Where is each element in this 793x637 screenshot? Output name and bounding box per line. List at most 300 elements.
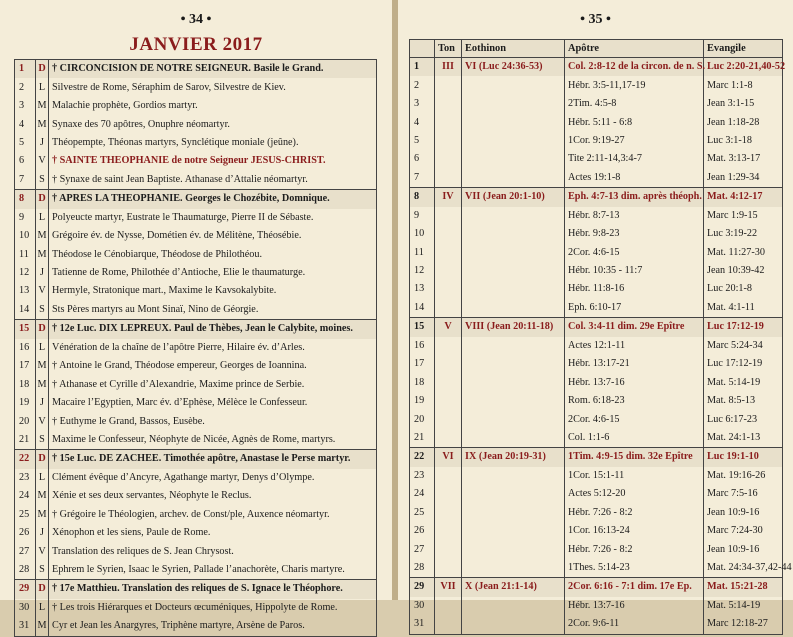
day-number: 9 (410, 207, 435, 225)
weekday-letter: S (36, 171, 49, 190)
readings-row (410, 522, 783, 540)
eothinon-cell (462, 76, 565, 94)
evangile-cell: Luc 17:12-19 (704, 318, 783, 337)
header-evangile: Evangile (704, 40, 783, 58)
apotre-cell: 1Tim. 4:9-15 dim. 32e Epître (565, 448, 704, 467)
apotre-cell: Eph. 6:10-17 (565, 299, 704, 318)
ton-cell (435, 429, 462, 448)
ton-cell (435, 76, 462, 94)
saints-text: † 17e Matthieu. Translation des reliques de S. Ignace le Théophore. (49, 580, 377, 599)
day-number: 22 (410, 448, 435, 467)
calendar-row (15, 320, 377, 339)
weekday-letter: M (36, 227, 49, 245)
readings-row (410, 113, 783, 131)
readings-row (410, 262, 783, 280)
ton-cell (435, 299, 462, 318)
calendar-row (15, 524, 377, 542)
ton-cell: VII (435, 578, 462, 597)
calendar-row (15, 580, 377, 599)
evangile-cell: Mat. 15:21-28 (704, 578, 783, 597)
weekday-letter: M (36, 245, 49, 263)
weekday-letter: L (36, 339, 49, 357)
ton-cell (435, 597, 462, 615)
day-number: 12 (410, 262, 435, 280)
day-number: 10 (15, 227, 36, 245)
weekday-letter: J (36, 524, 49, 542)
header-apotre: Apôtre (565, 40, 704, 58)
left-page-number: • 34 • (180, 12, 212, 27)
calendar-row (15, 394, 377, 412)
weekday-letter: M (36, 506, 49, 524)
weekday-letter: M (36, 115, 49, 133)
readings-row (410, 132, 783, 150)
evangile-cell: Mat. 4:1-11 (704, 299, 783, 318)
apotre-cell: Hébr. 11:8-16 (565, 280, 704, 298)
saints-text: Malachie prophète, Gordios martyr. (49, 97, 377, 115)
apotre-cell: Col. 2:8-12 de la circon. de n. S. (565, 58, 704, 77)
weekday-letter: M (36, 357, 49, 375)
readings-row (410, 410, 783, 428)
apotre-cell: Actes 5:12-20 (565, 485, 704, 503)
ton-cell (435, 113, 462, 131)
day-number: 11 (410, 243, 435, 261)
evangile-cell: Jean 1:29-34 (704, 169, 783, 188)
evangile-cell: Marc 7:5-16 (704, 485, 783, 503)
evangile-cell: Marc 7:24-30 (704, 522, 783, 540)
day-number: 2 (410, 76, 435, 94)
weekday-letter: J (36, 264, 49, 282)
day-number: 15 (410, 318, 435, 337)
calendar-row (15, 78, 377, 96)
saints-text: † APRES LA THEOPHANIE. Georges le Chozébite, Domnique. (49, 190, 377, 209)
month-title: JANVIER 2017 (129, 34, 263, 55)
calendar-row (15, 450, 377, 469)
readings-row (410, 355, 783, 373)
day-number: 9 (15, 209, 36, 227)
day-number: 17 (410, 355, 435, 373)
weekday-letter: J (36, 394, 49, 412)
day-number: 31 (15, 617, 36, 636)
apotre-cell: Hébr. 13:7-16 (565, 597, 704, 615)
right-page (398, 0, 793, 630)
eothinon-cell: VI (Luc 24:36-53) (462, 58, 565, 77)
ton-cell: V (435, 318, 462, 337)
calendar-row (15, 282, 377, 300)
calendar-row (15, 190, 377, 209)
calendar-row (15, 412, 377, 430)
day-number: 5 (410, 132, 435, 150)
day-number: 26 (410, 522, 435, 540)
day-number: 18 (410, 373, 435, 391)
apotre-cell: Hébr. 13:17-21 (565, 355, 704, 373)
saints-text: Ephrem le Syrien, Isaac le Syrien, Pallade l’anachorète, Charis martyre. (49, 561, 377, 580)
saints-text: Polyeucte martyr, Eustrate le Thaumaturge, Pierre II de Sébaste. (49, 209, 377, 227)
ton-cell (435, 522, 462, 540)
readings-row (410, 280, 783, 298)
day-number: 10 (410, 225, 435, 243)
weekday-letter: S (36, 301, 49, 320)
readings-row (410, 578, 783, 597)
apotre-cell: Hébr. 8:7-13 (565, 207, 704, 225)
saints-text: † SAINTE THEOPHANIE de notre Seigneur JESUS-CHRIST. (49, 152, 377, 170)
readings-row (410, 373, 783, 391)
calendar-row (15, 97, 377, 115)
day-number: 13 (15, 282, 36, 300)
day-number: 22 (15, 450, 36, 469)
apotre-cell: 2Cor. 4:6-15 (565, 410, 704, 428)
day-number: 3 (410, 95, 435, 113)
eothinon-cell (462, 225, 565, 243)
apotre-cell: Actes 19:1-8 (565, 169, 704, 188)
ton-cell (435, 262, 462, 280)
eothinon-cell: IX (Jean 20:19-31) (462, 448, 565, 467)
day-number: 17 (15, 357, 36, 375)
calendar-row (15, 264, 377, 282)
ton-cell (435, 150, 462, 168)
ton-cell (435, 337, 462, 355)
right-page-number: • 35 • (580, 12, 611, 27)
day-number: 3 (15, 97, 36, 115)
eothinon-cell: VIII (Jean 20:11-18) (462, 318, 565, 337)
calendar-row (15, 542, 377, 560)
apotre-cell: Col. 3:4-11 dim. 29e Epître (565, 318, 704, 337)
readings-row (410, 95, 783, 113)
saints-text: † Euthyme le Grand, Bassos, Eusèbe. (49, 412, 377, 430)
eothinon-cell (462, 467, 565, 485)
calendar-row (15, 431, 377, 450)
calendar-row (15, 469, 377, 487)
day-number: 16 (410, 337, 435, 355)
day-number: 11 (15, 245, 36, 263)
saints-text: Clément évêque d’Ancyre, Agathange martyr, Denys d’Olympe. (49, 469, 377, 487)
saints-text: Translation des reliques de S. Jean Chrysost. (49, 542, 377, 560)
day-number: 13 (410, 280, 435, 298)
apotre-cell: 1Cor. 15:1-11 (565, 467, 704, 485)
saints-text: Xénophon et les siens, Paule de Rome. (49, 524, 377, 542)
evangile-cell: Luc 20:1-8 (704, 280, 783, 298)
day-number: 21 (410, 429, 435, 448)
calendar-row (15, 245, 377, 263)
saints-text: Silvestre de Rome, Séraphim de Sarov, Silvestre de Kiev. (49, 78, 377, 96)
apotre-cell: Hébr. 13:7-16 (565, 373, 704, 391)
ton-cell (435, 169, 462, 188)
evangile-cell: Mat. 11:27-30 (704, 243, 783, 261)
calendar-row (15, 115, 377, 133)
calendar-row (15, 227, 377, 245)
saints-text: Vénération de la chaîne de l’apôtre Pierre, Hilaire év. d’Arles. (49, 339, 377, 357)
calendar-row (15, 506, 377, 524)
day-number: 29 (410, 578, 435, 597)
eothinon-cell (462, 540, 565, 558)
readings-row (410, 559, 783, 578)
apotre-cell: Actes 12:1-11 (565, 337, 704, 355)
evangile-cell: Mat. 24:34-37,42-44 (704, 559, 783, 578)
evangile-cell: Jean 3:1-15 (704, 95, 783, 113)
evangile-cell: Marc 1:9-15 (704, 207, 783, 225)
eothinon-cell (462, 392, 565, 410)
readings-row (410, 76, 783, 94)
day-number: 30 (15, 599, 36, 617)
weekday-letter: D (36, 580, 49, 599)
apotre-cell: Hébr. 3:5-11,17-19 (565, 76, 704, 94)
weekday-letter: S (36, 431, 49, 450)
ton-cell (435, 392, 462, 410)
eothinon-cell (462, 337, 565, 355)
day-number: 14 (15, 301, 36, 320)
eothinon-cell (462, 559, 565, 578)
saints-text: † CIRCONCISION DE NOTRE SEIGNEUR. Basile le Grand. (49, 60, 377, 79)
eothinon-cell (462, 207, 565, 225)
eothinon-cell (462, 410, 565, 428)
ton-cell (435, 615, 462, 634)
evangile-cell: Mat. 4:12-17 (704, 188, 783, 207)
ton-cell: VI (435, 448, 462, 467)
day-number: 15 (15, 320, 36, 339)
day-number: 23 (410, 467, 435, 485)
calendar-row (15, 617, 377, 636)
day-number: 8 (15, 190, 36, 209)
eothinon-cell (462, 615, 565, 634)
readings-row (410, 504, 783, 522)
day-number: 24 (410, 485, 435, 503)
day-number: 26 (15, 524, 36, 542)
calendar-row (15, 561, 377, 580)
evangile-cell: Jean 10:39-42 (704, 262, 783, 280)
calendar-row (15, 357, 377, 375)
saints-text: † 12e Luc. DIX LEPREUX. Paul de Thèbes, Jean le Calybite, moines. (49, 320, 377, 339)
apotre-cell: Hébr. 9:8-23 (565, 225, 704, 243)
evangile-cell: Marc 5:24-34 (704, 337, 783, 355)
readings-row (410, 392, 783, 410)
readings-row (410, 485, 783, 503)
day-number: 4 (410, 113, 435, 131)
day-number: 27 (15, 542, 36, 560)
eothinon-cell (462, 280, 565, 298)
day-number: 7 (15, 171, 36, 190)
eothinon-cell (462, 429, 565, 448)
weekday-letter: L (36, 78, 49, 96)
readings-table (409, 39, 792, 635)
calendar-row (15, 171, 377, 190)
day-number: 20 (15, 412, 36, 430)
apotre-cell: Eph. 4:7-13 dim. après théoph. (565, 188, 704, 207)
calendar-row (15, 152, 377, 170)
day-number: 21 (15, 431, 36, 450)
day-number: 12 (15, 264, 36, 282)
readings-row (410, 597, 783, 615)
ton-cell (435, 540, 462, 558)
ton-cell (435, 485, 462, 503)
evangile-cell: Marc 12:18-27 (704, 615, 783, 634)
day-number: 1 (410, 58, 435, 77)
readings-row (410, 318, 783, 337)
apotre-cell: Tite 2:11-14,3:4-7 (565, 150, 704, 168)
weekday-letter: V (36, 152, 49, 170)
calendar-row (15, 134, 377, 152)
calendar-row (15, 339, 377, 357)
saints-text: † Antoine le Grand, Théodose empereur, Georges de Ioannina. (49, 357, 377, 375)
day-number: 6 (15, 152, 36, 170)
readings-row (410, 448, 783, 467)
evangile-cell: Luc 3:1-18 (704, 132, 783, 150)
ton-cell (435, 559, 462, 578)
evangile-cell: Luc 2:20-21,40-52 (704, 58, 783, 77)
readings-row (410, 58, 783, 77)
day-number: 23 (15, 469, 36, 487)
header-eothinon: Eothinon (462, 40, 565, 58)
saints-text: Xénie et ses deux servantes, Néophyte le Reclus. (49, 487, 377, 505)
weekday-letter: M (36, 617, 49, 636)
day-number: 30 (410, 597, 435, 615)
readings-row (410, 207, 783, 225)
evangile-cell: Mat. 5:14-19 (704, 373, 783, 391)
weekday-letter: V (36, 282, 49, 300)
evangile-cell: Jean 10:9-16 (704, 504, 783, 522)
saints-text: Sts Pères martyrs au Mont Sinaï, Nino de Géorgie. (49, 301, 377, 320)
day-number: 28 (15, 561, 36, 580)
eothinon-cell (462, 355, 565, 373)
evangile-cell: Mat. 19:16-26 (704, 467, 783, 485)
calendar-row (15, 209, 377, 227)
day-number: 5 (15, 134, 36, 152)
readings-row (410, 299, 783, 318)
apotre-cell: 2Cor. 4:6-15 (565, 243, 704, 261)
readings-row (410, 169, 783, 188)
ton-cell (435, 373, 462, 391)
saints-text: Théopempte, Théonas martyrs, Synclétique moniale (jeûne). (49, 134, 377, 152)
weekday-letter: S (36, 561, 49, 580)
ton-cell: IV (435, 188, 462, 207)
day-number: 27 (410, 540, 435, 558)
readings-row (410, 150, 783, 168)
saints-text: Théodose le Cénobiarque, Théodose de Philothéou. (49, 245, 377, 263)
readings-row (410, 615, 783, 634)
calendar-row (15, 487, 377, 505)
calendar-row (15, 301, 377, 320)
evangile-cell: Mat. 24:1-13 (704, 429, 783, 448)
eothinon-cell (462, 262, 565, 280)
day-number: 8 (410, 188, 435, 207)
apotre-cell: 2Tim. 4:5-8 (565, 95, 704, 113)
day-number: 28 (410, 559, 435, 578)
saints-text: Macaire l’Egyptien, Marc év. d’Ephèse, Mélèce le Confesseur. (49, 394, 377, 412)
saints-text: Hermyle, Stratonique mart., Maxime le Kavsokalybite. (49, 282, 377, 300)
calendar-row (15, 599, 377, 617)
evangile-cell: Jean 10:9-16 (704, 540, 783, 558)
ton-cell (435, 207, 462, 225)
ton-cell (435, 355, 462, 373)
apotre-cell: 1Cor. 16:13-24 (565, 522, 704, 540)
ton-cell: III (435, 58, 462, 77)
evangile-cell: Jean 1:18-28 (704, 113, 783, 131)
weekday-letter: D (36, 60, 49, 79)
day-number: 16 (15, 339, 36, 357)
ton-cell (435, 504, 462, 522)
weekday-letter: M (36, 375, 49, 393)
weekday-letter: D (36, 450, 49, 469)
eothinon-cell (462, 504, 565, 522)
readings-row (410, 429, 783, 448)
eothinon-cell (462, 150, 565, 168)
saints-text: Grégoire év. de Nysse, Dométien év. de Mélitène, Théosébie. (49, 227, 377, 245)
evangile-cell: Marc 1:1-8 (704, 76, 783, 94)
evangile-cell: Luc 3:19-22 (704, 225, 783, 243)
saints-text: † Les trois Hiérarques et Docteurs œcuméniques, Hippolyte de Rome. (49, 599, 377, 617)
apotre-cell: 2Cor. 9:6-11 (565, 615, 704, 634)
apotre-cell: Hébr. 7:26 - 8:2 (565, 540, 704, 558)
weekday-letter: J (36, 134, 49, 152)
saints-text: † Synaxe de saint Jean Baptiste. Athanase d’Attalie néomartyr. (49, 171, 377, 190)
apotre-cell: 1Thes. 5:14-23 (565, 559, 704, 578)
calendar-row (15, 375, 377, 393)
evangile-cell: Mat. 5:14-19 (704, 597, 783, 615)
eothinon-cell: X (Jean 21:1-14) (462, 578, 565, 597)
saints-text: Tatienne de Rome, Philothée d’Antioche, Elie le thaumaturge. (49, 264, 377, 282)
evangile-cell: Luc 17:12-19 (704, 355, 783, 373)
weekday-letter: L (36, 469, 49, 487)
weekday-letter: M (36, 97, 49, 115)
saints-text: Synaxe des 70 apôtres, Onuphre néomartyr. (49, 115, 377, 133)
eothinon-cell (462, 597, 565, 615)
apotre-cell: Hébr. 10:35 - 11:7 (565, 262, 704, 280)
weekday-letter: M (36, 487, 49, 505)
day-number: 18 (15, 375, 36, 393)
ton-cell (435, 132, 462, 150)
apotre-cell: 2Cor. 6:16 - 7:1 dim. 17e Ep. (565, 578, 704, 597)
saints-text: Maxime le Confesseur, Néophyte de Nicée, Agnès de Rome, martyrs. (49, 431, 377, 450)
readings-row (410, 540, 783, 558)
readings-row (410, 337, 783, 355)
eothinon-cell (462, 169, 565, 188)
day-number: 6 (410, 150, 435, 168)
apotre-cell: Hébr. 5:11 - 6:8 (565, 113, 704, 131)
ton-cell (435, 243, 462, 261)
weekday-letter: L (36, 209, 49, 227)
header-day (410, 40, 435, 58)
weekday-letter: V (36, 542, 49, 560)
eothinon-cell (462, 132, 565, 150)
day-number: 14 (410, 299, 435, 318)
day-number: 19 (410, 392, 435, 410)
day-number: 2 (15, 78, 36, 96)
readings-header-row (410, 40, 783, 58)
eothinon-cell (462, 522, 565, 540)
day-number: 4 (15, 115, 36, 133)
ton-cell (435, 467, 462, 485)
ton-cell (435, 225, 462, 243)
day-number: 19 (15, 394, 36, 412)
evangile-cell: Luc 19:1-10 (704, 448, 783, 467)
eothinon-cell (462, 95, 565, 113)
weekday-letter: D (36, 320, 49, 339)
day-number: 24 (15, 487, 36, 505)
day-number: 25 (410, 504, 435, 522)
readings-row (410, 188, 783, 207)
evangile-cell: Mat. 3:13-17 (704, 150, 783, 168)
day-number: 1 (15, 60, 36, 79)
readings-row (410, 467, 783, 485)
eothinon-cell (462, 485, 565, 503)
day-number: 25 (15, 506, 36, 524)
saints-calendar-table (14, 59, 377, 637)
day-number: 29 (15, 580, 36, 599)
eothinon-cell: VII (Jean 20:1-10) (462, 188, 565, 207)
eothinon-cell (462, 299, 565, 318)
left-page (0, 0, 392, 632)
apotre-cell: Rom. 6:18-23 (565, 392, 704, 410)
day-number: 20 (410, 410, 435, 428)
saints-text: † Grégoire le Théologien, archev. de Const/ple, Auxence néomartyr. (49, 506, 377, 524)
